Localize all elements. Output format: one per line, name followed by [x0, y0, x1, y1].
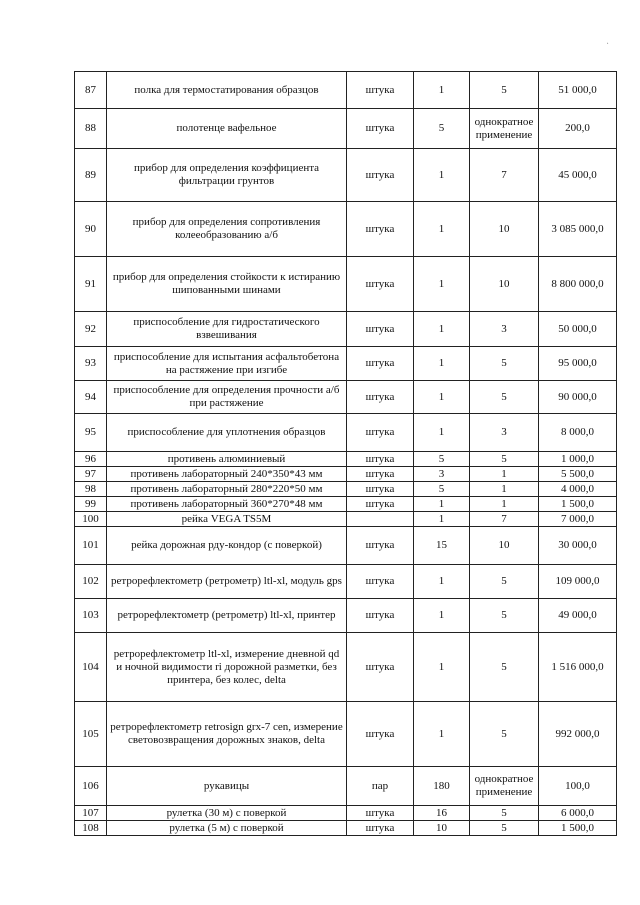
- price: 100,0: [539, 767, 617, 806]
- quantity: 1: [414, 414, 470, 452]
- row-number: 95: [75, 414, 107, 452]
- item-name: ретрорефлектометр retrosign grx-7 cen, измерение световозвращения дорожных знаков, delta: [107, 702, 347, 767]
- item-name: полка для термостатирования образцов: [107, 72, 347, 109]
- item-name: приспособление для испытания асфальтобетона на растяжение при изгибе: [107, 347, 347, 381]
- quantity: 1: [414, 347, 470, 381]
- table-row: [75, 482, 617, 497]
- service-life: 5: [470, 347, 539, 381]
- service-life: 5: [470, 821, 539, 836]
- unit: штука: [347, 806, 414, 821]
- service-life: 5: [470, 599, 539, 633]
- item-name: прибор для определения коэффициента фильтрации грунтов: [107, 149, 347, 202]
- unit: штука: [347, 599, 414, 633]
- unit: штука: [347, 633, 414, 702]
- quantity: 1: [414, 599, 470, 633]
- service-life: 3: [470, 312, 539, 347]
- quantity: 5: [414, 452, 470, 467]
- item-name: рейка VEGA TS5M: [107, 512, 347, 527]
- table-row: [75, 109, 617, 149]
- unit: штука: [347, 149, 414, 202]
- table-row: [75, 702, 617, 767]
- table-row: [75, 149, 617, 202]
- price: 51 000,0: [539, 72, 617, 109]
- unit: штука: [347, 702, 414, 767]
- item-name: приспособление для определения прочности а/б при растяжение: [107, 381, 347, 414]
- price: 109 000,0: [539, 565, 617, 599]
- service-life: 7: [470, 149, 539, 202]
- price: 50 000,0: [539, 312, 617, 347]
- item-name: приспособление для гидростатического взвешивания: [107, 312, 347, 347]
- row-number: 89: [75, 149, 107, 202]
- service-life: 3: [470, 414, 539, 452]
- quantity: 1: [414, 202, 470, 257]
- quantity: 1: [414, 149, 470, 202]
- price: 8 800 000,0: [539, 257, 617, 312]
- table-row: [75, 452, 617, 467]
- unit: штука: [347, 565, 414, 599]
- price: 49 000,0: [539, 599, 617, 633]
- price: 7 000,0: [539, 512, 617, 527]
- table-row: [75, 381, 617, 414]
- table-row: [75, 312, 617, 347]
- service-life: 5: [470, 633, 539, 702]
- item-name: рейка дорожная рду-кондор (с поверкой): [107, 527, 347, 565]
- service-life: 5: [470, 806, 539, 821]
- table-row: [75, 497, 617, 512]
- item-name: приспособление для уплотнения образцов: [107, 414, 347, 452]
- row-number: 99: [75, 497, 107, 512]
- table-row: [75, 347, 617, 381]
- row-number: 104: [75, 633, 107, 702]
- row-number: 92: [75, 312, 107, 347]
- item-name: противень алюминиевый: [107, 452, 347, 467]
- price: 8 000,0: [539, 414, 617, 452]
- quantity: 180: [414, 767, 470, 806]
- price: 4 000,0: [539, 482, 617, 497]
- service-life: 5: [470, 381, 539, 414]
- table-row: [75, 414, 617, 452]
- quantity: 1: [414, 72, 470, 109]
- row-number: 108: [75, 821, 107, 836]
- unit: штука: [347, 452, 414, 467]
- row-number: 97: [75, 467, 107, 482]
- quantity: 1: [414, 633, 470, 702]
- unit: [347, 512, 414, 527]
- service-life: 5: [470, 452, 539, 467]
- item-name: полотенце вафельное: [107, 109, 347, 149]
- item-name: рулетка (30 м) с поверкой: [107, 806, 347, 821]
- unit: штука: [347, 347, 414, 381]
- item-name: рулетка (5 м) с поверкой: [107, 821, 347, 836]
- price: 200,0: [539, 109, 617, 149]
- price: 1 500,0: [539, 497, 617, 512]
- row-number: 106: [75, 767, 107, 806]
- table-row: [75, 821, 617, 836]
- price: 992 000,0: [539, 702, 617, 767]
- service-life: однократное применение: [470, 109, 539, 149]
- unit: штука: [347, 527, 414, 565]
- price: 30 000,0: [539, 527, 617, 565]
- table-row: [75, 72, 617, 109]
- unit: штука: [347, 312, 414, 347]
- item-name: рукавицы: [107, 767, 347, 806]
- unit: штука: [347, 257, 414, 312]
- price: 1 516 000,0: [539, 633, 617, 702]
- unit: пар: [347, 767, 414, 806]
- row-number: 93: [75, 347, 107, 381]
- row-number: 88: [75, 109, 107, 149]
- service-life: 5: [470, 702, 539, 767]
- price: 95 000,0: [539, 347, 617, 381]
- unit: штука: [347, 414, 414, 452]
- item-name: прибор для определения стойкости к истиранию шипованными шинами: [107, 257, 347, 312]
- unit: штука: [347, 202, 414, 257]
- price: 6 000,0: [539, 806, 617, 821]
- unit: штука: [347, 497, 414, 512]
- price: 3 085 000,0: [539, 202, 617, 257]
- price: 1 500,0: [539, 821, 617, 836]
- table-row: [75, 512, 617, 527]
- price: 1 000,0: [539, 452, 617, 467]
- table-row: [75, 565, 617, 599]
- quantity: 1: [414, 565, 470, 599]
- item-name: ретрорефлектометр ltl-xl, измерение дневной qd и ночной видимости ri дорожной разметки, без принтера, без колес, delta: [107, 633, 347, 702]
- row-number: 87: [75, 72, 107, 109]
- table-row: [75, 633, 617, 702]
- row-number: 94: [75, 381, 107, 414]
- row-number: 102: [75, 565, 107, 599]
- scan-mark: ·: [604, 37, 612, 49]
- quantity: 1: [414, 497, 470, 512]
- row-number: 103: [75, 599, 107, 633]
- unit: штука: [347, 381, 414, 414]
- table-row: [75, 599, 617, 633]
- item-name: противень лабораторный 360*270*48 мм: [107, 497, 347, 512]
- service-life: однократное применение: [470, 767, 539, 806]
- service-life: 5: [470, 72, 539, 109]
- row-number: 100: [75, 512, 107, 527]
- row-number: 96: [75, 452, 107, 467]
- quantity: 10: [414, 821, 470, 836]
- table-row: [75, 806, 617, 821]
- item-name: противень лабораторный 280*220*50 мм: [107, 482, 347, 497]
- quantity: 3: [414, 467, 470, 482]
- item-name: прибор для определения сопротивления колееобразованию а/б: [107, 202, 347, 257]
- price: 90 000,0: [539, 381, 617, 414]
- unit: штука: [347, 482, 414, 497]
- price: 5 500,0: [539, 467, 617, 482]
- row-number: 105: [75, 702, 107, 767]
- quantity: 1: [414, 702, 470, 767]
- item-name: противень лабораторный 240*350*43 мм: [107, 467, 347, 482]
- table-row: [75, 767, 617, 806]
- quantity: 5: [414, 482, 470, 497]
- service-life: 1: [470, 497, 539, 512]
- service-life: 10: [470, 202, 539, 257]
- row-number: 91: [75, 257, 107, 312]
- service-life: 5: [470, 565, 539, 599]
- service-life: 10: [470, 527, 539, 565]
- table-row: [75, 202, 617, 257]
- price: 45 000,0: [539, 149, 617, 202]
- unit: штука: [347, 821, 414, 836]
- service-life: 1: [470, 482, 539, 497]
- row-number: 101: [75, 527, 107, 565]
- service-life: 10: [470, 257, 539, 312]
- inventory-table: [74, 71, 617, 836]
- table-row: [75, 257, 617, 312]
- service-life: 7: [470, 512, 539, 527]
- table-row: [75, 527, 617, 565]
- quantity: 1: [414, 512, 470, 527]
- unit: штука: [347, 72, 414, 109]
- quantity: 15: [414, 527, 470, 565]
- row-number: 90: [75, 202, 107, 257]
- service-life: 1: [470, 467, 539, 482]
- unit: штука: [347, 109, 414, 149]
- unit: штука: [347, 467, 414, 482]
- quantity: 5: [414, 109, 470, 149]
- row-number: 107: [75, 806, 107, 821]
- quantity: 1: [414, 381, 470, 414]
- quantity: 1: [414, 257, 470, 312]
- quantity: 1: [414, 312, 470, 347]
- row-number: 98: [75, 482, 107, 497]
- item-name: ретрорефлектометр (ретрометр) ltl-xl, принтер: [107, 599, 347, 633]
- quantity: 16: [414, 806, 470, 821]
- item-name: ретрорефлектометр (ретрометр) ltl-xl, модуль gps: [107, 565, 347, 599]
- table-row: [75, 467, 617, 482]
